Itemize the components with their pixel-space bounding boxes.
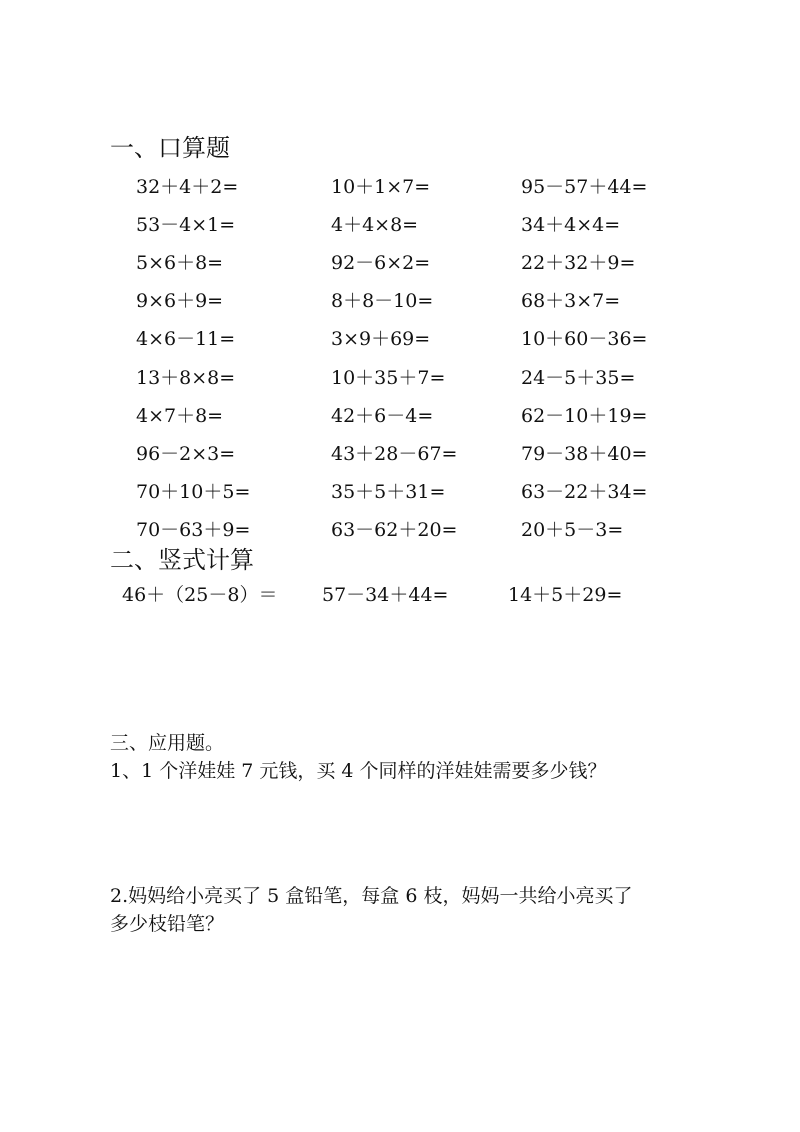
problem: 3×9＋69= (331, 328, 431, 351)
problem: 10＋60－36= (521, 328, 648, 351)
problem: 70＋10＋5= (136, 481, 251, 504)
problem: 95－57＋44= (521, 175, 648, 198)
grid-row (136, 472, 696, 510)
grid-row (136, 281, 696, 319)
problem: 63－22＋34= (521, 481, 648, 504)
problem: 9×6＋9= (136, 290, 224, 313)
word-problem-2-line2: 多少枝铅笔？ (110, 913, 225, 935)
problem: 79－38＋40= (521, 442, 648, 465)
problem: 42＋6－4= (331, 404, 434, 427)
problem: 13＋8×8= (136, 366, 236, 389)
word-problem-1: 1、1 个洋娃娃 7 元钱，买 4 个同样的洋娃娃需要多少钱？ (110, 760, 607, 782)
problem: 5×6＋8= (136, 251, 224, 274)
vertical-problem: 14＋5＋29= (508, 584, 623, 606)
vertical-problem: 46＋（25－8）＝ (122, 584, 278, 606)
section3-title: 三、应用题。 (110, 732, 225, 754)
problem: 10＋1×7= (331, 175, 431, 198)
problem: 8＋8－10= (331, 290, 434, 313)
section2-title: 二、竖式计算 (110, 546, 254, 574)
problem: 24－5＋35= (521, 366, 636, 389)
problem: 62－10＋19= (521, 404, 648, 427)
problem: 53－4×1= (136, 213, 236, 236)
problem: 68＋3×7= (521, 290, 621, 313)
problem: 70－63＋9= (136, 519, 251, 542)
vertical-calc-row (122, 580, 658, 607)
grid-row (136, 433, 696, 471)
problem: 32＋4＋2= (136, 175, 239, 198)
grid-row (136, 510, 696, 548)
problem: 4×7＋8= (136, 404, 224, 427)
problem: 10＋35＋7= (331, 366, 446, 389)
mental-math-grid (136, 166, 696, 548)
problem: 4×6－11= (136, 328, 236, 351)
problem: 20＋5－3= (521, 519, 624, 542)
problem: 63－62＋20= (331, 519, 458, 542)
problem: 35＋5＋31= (331, 481, 446, 504)
problem: 43＋28－67= (331, 442, 458, 465)
section1-title: 一、口算题 (110, 134, 230, 162)
grid-row (136, 357, 696, 395)
vertical-problem: 57－34＋44= (322, 584, 449, 606)
word-problem-2-line1: 2.妈妈给小亮买了 5 盒铅笔，每盒 6 枝，妈妈一共给小亮买了 (110, 885, 633, 907)
grid-row (136, 204, 696, 242)
problem: 22＋32＋9= (521, 251, 636, 274)
problem: 4＋4×8= (331, 213, 419, 236)
grid-row (136, 166, 696, 204)
problem: 96－2×3= (136, 442, 236, 465)
problem: 92－6×2= (331, 251, 431, 274)
grid-row (136, 319, 696, 357)
grid-row (136, 395, 696, 433)
problem: 34＋4×4= (521, 213, 621, 236)
grid-row (136, 242, 696, 280)
